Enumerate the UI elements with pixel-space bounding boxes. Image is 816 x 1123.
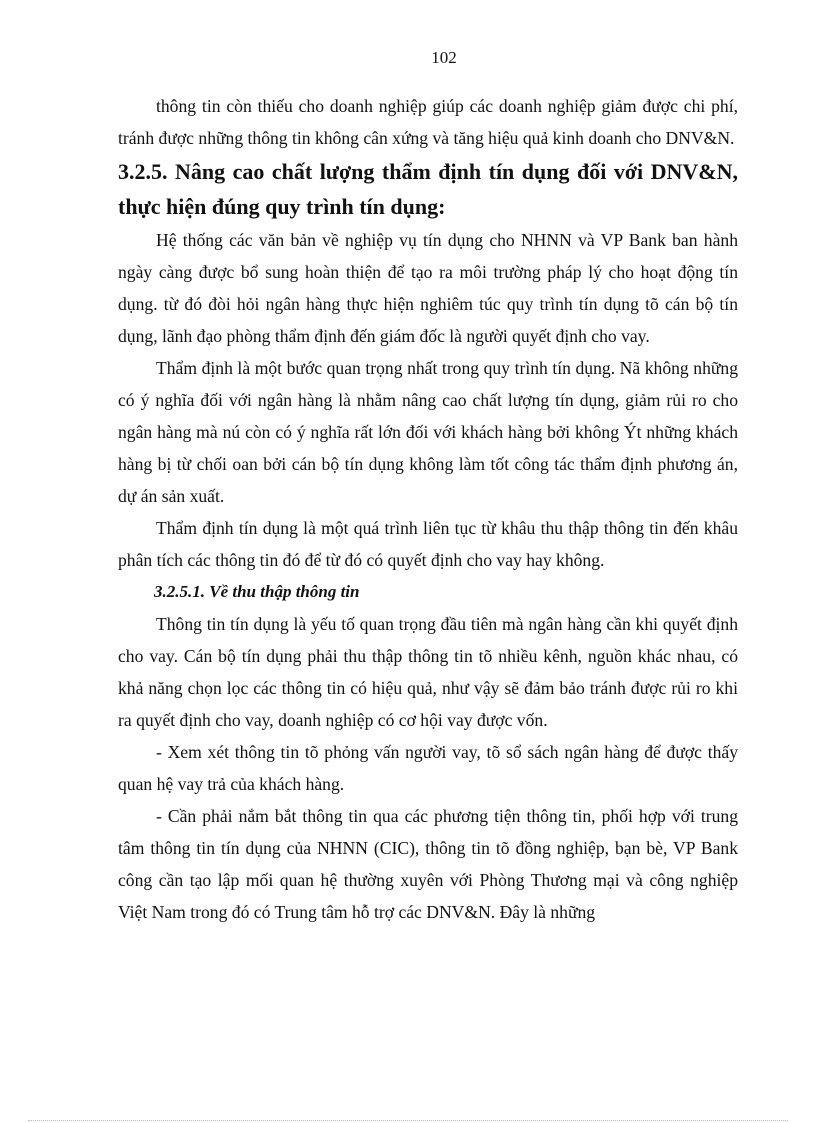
paragraph-credit-information: Thông tin tín dụng là yếu tố quan trọng đầu tiên mà ngân hàng cần khi quyết định cho vay. Cán bộ tín dụng phải thu thập thông tin tõ nhiều kênh, nguồn khác nhau, có khả năng chọn lọc các thông tin có hiệu quả, như vậy sẽ đảm bảo tránh được rủi ro khi ra quyết định cho vay, doanh nghiệp có cơ hội vay được vốn. (118, 614, 738, 730)
paragraph-appraisal-process: Thẩm định tín dụng là một quá trình liên tục từ khâu thu thập thông tin đến khâu phân tích các thông tin đó để từ đó có quyết định cho vay hay không. (118, 518, 738, 570)
paragraph-info-missing: thông tin còn thiếu cho doanh nghiệp giúp các doanh nghiệp giảm được chi phí, tránh được những thông tin không cân xứng và tăng hiệu quả kinh doanh cho DNV&N. (118, 96, 738, 148)
page-bottom-divider (28, 1120, 788, 1121)
bullet-information-channels: - Cần phải nắm bắt thông tin qua các phương tiện thông tin, phối hợp với trung tâm thông tin tín dụng của NHNN (CIC), thông tin tõ đồng nghiệp, bạn bè, VP Bank công cần tạo lập mối quan hệ thường xuyên với Phòng Thương mại và công nghiệp Việt Nam trong đó có Trung tâm hỗ trợ các DNV&N. Đây là những (118, 806, 738, 922)
subsection-heading-3-2-5-1: 3.2.5.1. Về thu thập thông tin (154, 582, 360, 601)
paragraph-appraisal-importance: Thẩm định là một bước quan trọng nhất trong quy trình tín dụng. Nã không những có ý nghĩa đối với ngân hàng là nhằm nâng cao chất lượng tín dụng, giảm rủi ro cho ngân hàng mà nú còn có ý nghĩa rất lớn đối với khách hàng bởi không Ýt những khách hàng bị từ chối oan bởi cán bộ tín dụng không làm tốt công tác thẩm định phương án, dự án sản xuất. (118, 358, 738, 506)
paragraph-legal-framework: Hệ thống các văn bản về nghiệp vụ tín dụng cho NHNN và VP Bank ban hành ngày càng được bổ sung hoàn thiện để tạo ra môi trường pháp lý cho hoạt động tín dụng. từ đó đòi hỏi ngân hàng thực hiện nghiêm túc quy trình tín dụng tõ cán bộ tín dụng, lãnh đạo phòng thẩm định đến giám đốc là người quyết định cho vay. (118, 230, 738, 346)
document-body (118, 90, 738, 928)
page-number: 102 (431, 48, 457, 67)
bullet-interview-records: - Xem xét thông tin tõ phỏng vấn người vay, tõ sổ sách ngân hàng để được thấy quan hệ vay trả của khách hàng. (118, 742, 738, 794)
section-heading-3-2-5: 3.2.5. Nâng cao chất lượng thẩm định tín dụng đối với DNV&N, thực hiện đúng quy trình tín dụng: (118, 159, 738, 219)
